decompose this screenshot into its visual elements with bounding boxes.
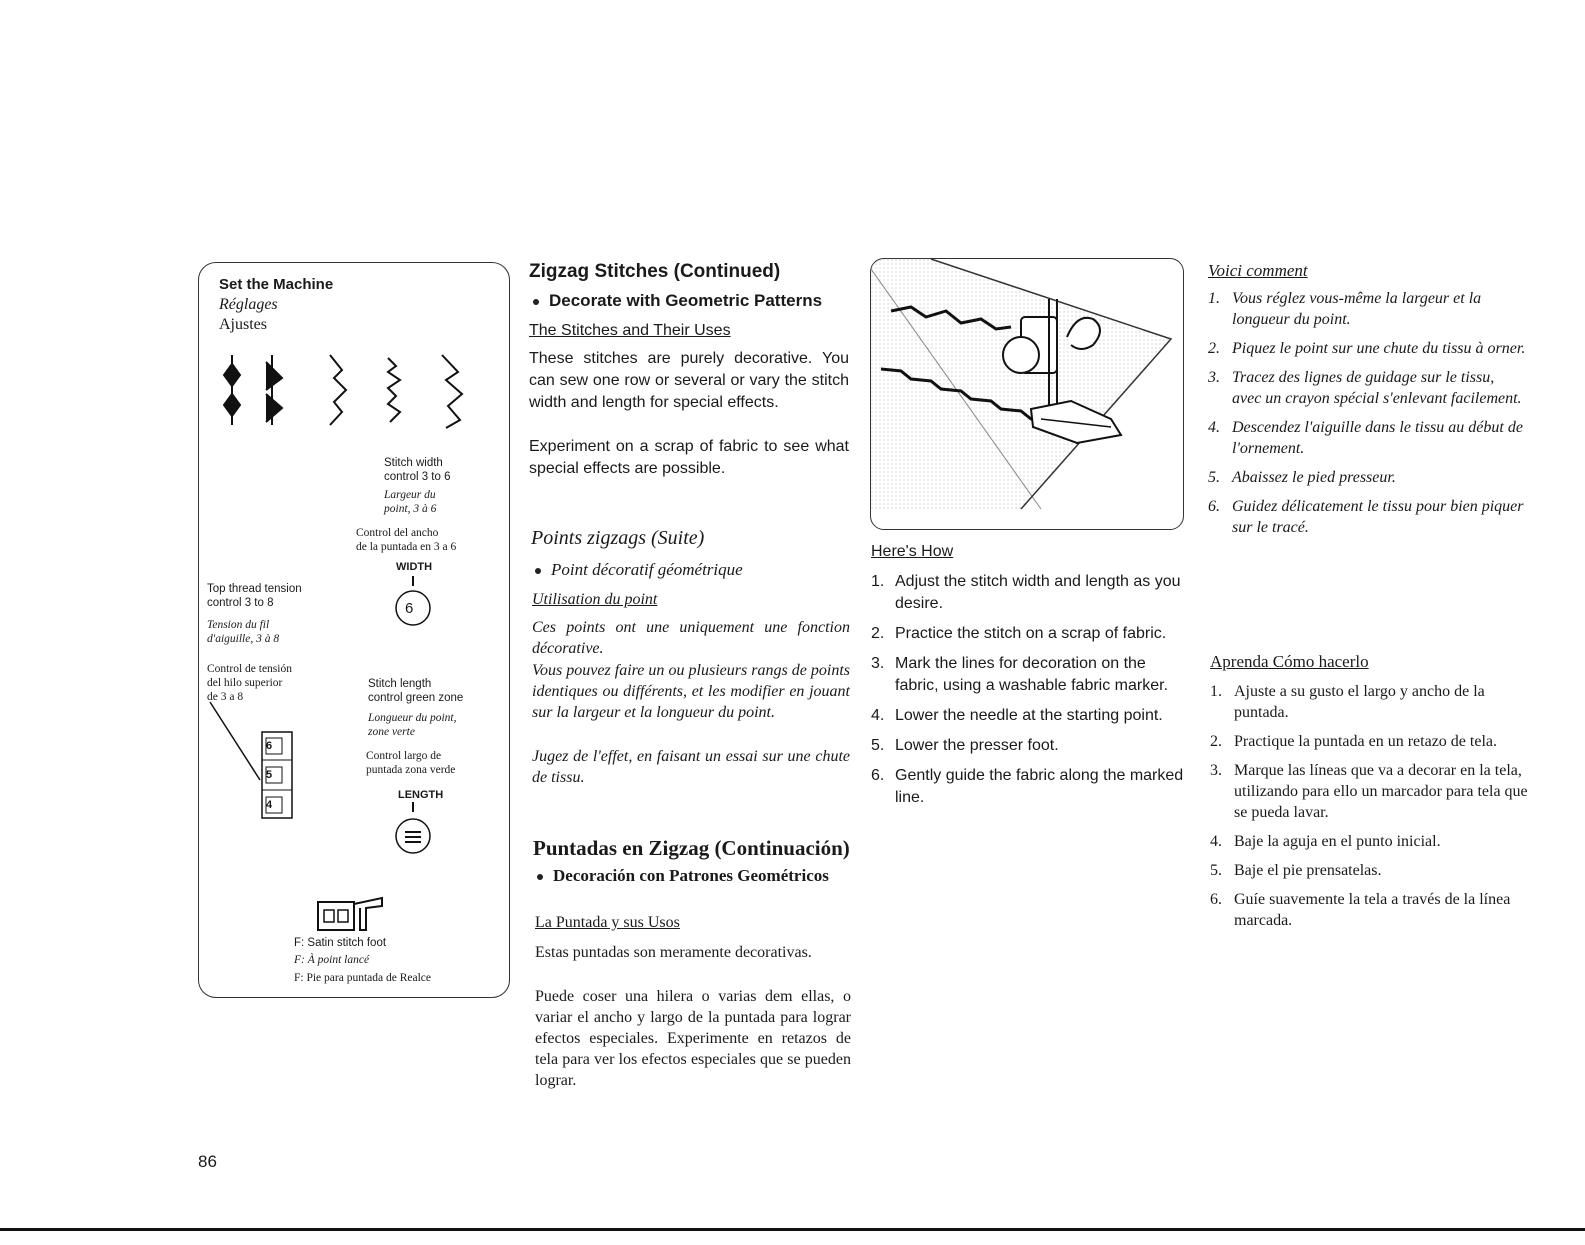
width-en-line2: control 3 to 6: [384, 471, 451, 483]
para1-fr: Ces points ont une uniquement une fonction décorative.: [532, 619, 850, 657]
para1-es: Estas puntadas son meramente decorativas.: [535, 944, 812, 961]
step-es-3: 3. Marque las líneas que va a decorar en la tela, utilizando para ello un marcador para tela que se pueda lavar.: [1210, 762, 1528, 821]
panel-title-es: Ajustes: [219, 316, 267, 333]
subheading-en: [533, 291, 822, 311]
step-en-5: 5. Lower the presser foot.: [871, 737, 1059, 754]
step-fr-1-text: Vous réglez vous-même la largeur et la longueur du point.: [1232, 290, 1482, 328]
step-fr-6-text: Guidez délicatement le tissu pour bien piquer sur le tracé.: [1232, 498, 1524, 536]
tension-control-fr: [207, 618, 279, 646]
tension-control-es: [207, 662, 292, 704]
length-control-en: [368, 677, 463, 705]
subheading-es-text: Decoración con Patrones Geométricos: [553, 866, 829, 885]
presser-foot-illustration-icon: [871, 259, 1184, 530]
heading-es: Puntadas en Zigzag (Continuación): [533, 836, 850, 860]
uses-title-fr: Utilisation du point: [532, 591, 658, 608]
bottom-rule: [0, 1228, 1585, 1231]
step-fr-3: 3. Tracez des lignes de guidage sur le tissu, avec un crayon spécial s'enlevant facilement.: [1208, 369, 1522, 407]
step-en-3: 3. Mark the lines for decoration on the fabric, using a washable fabric marker.: [871, 655, 1169, 694]
length-fr-line2: zone verte: [368, 726, 415, 738]
para1-en: These stitches are purely decorative. You can sew one row or several or vary the stitch width and length for special effects.: [529, 350, 849, 411]
heading-fr: Points zigzags (Suite): [531, 527, 705, 549]
step-es-4: 4. Baje la aguja en el punto inicial.: [1210, 833, 1441, 850]
step-fr-5-text: Abaissez le pied presseur.: [1232, 469, 1396, 486]
step-en-6-text: Gently guide the fabric along the marked line.: [895, 767, 1184, 806]
tension-en-line2: control 3 to 8: [207, 597, 274, 609]
length-control-es: [366, 749, 455, 777]
length-en-line1: Stitch length: [368, 678, 432, 690]
width-fr-line2: point, 3 à 6: [384, 503, 437, 515]
tension-mark-5: 5: [266, 769, 273, 781]
length-es-line1: Control largo de: [366, 750, 442, 762]
step-fr-5: 5. Abaissez le pied presseur.: [1208, 469, 1396, 486]
step-fr-6: 6. Guidez délicatement le tissu pour bien piquer sur le tracé.: [1208, 498, 1524, 536]
step-es-1-text: Ajuste a su gusto el largo y ancho de la puntada.: [1234, 683, 1485, 721]
para2-es: Puede coser una hilera o varias dem ellas, o variar el ancho y largo de la puntada para lograr efectos especiales. Experimente en retazos de tela para ver los efectos especiales que se pueden lograr.: [535, 988, 851, 1089]
subheading-fr: [535, 560, 743, 580]
foot-fr: F: À point lancé: [294, 954, 370, 966]
step-es-1: 1. Ajuste a su gusto el largo y ancho de la puntada.: [1210, 683, 1485, 721]
tension-mark-6: 6: [266, 740, 273, 752]
heading-en: Zigzag Stitches (Continued): [529, 261, 781, 282]
step-en-4-text: Lower the needle at the starting point.: [895, 707, 1163, 724]
tension-es-line2: del hilo superior: [207, 677, 283, 689]
step-fr-4: 4. Descendez l'aiguille dans le tissu au début de l'ornement.: [1208, 419, 1523, 457]
width-control-en: [384, 456, 450, 484]
step-es-6: 6. Guíe suavemente la tela a través de la línea marcada.: [1210, 891, 1511, 929]
tension-mark-4: 4: [266, 799, 273, 811]
para2-fr: Vous pouvez faire un ou plusieurs rangs de points identiques ou différents, et les modifier en jouant sur la largeur et la longueur du point.: [532, 662, 850, 721]
subheading-fr-text: Point décoratif géométrique: [551, 560, 743, 579]
foot-en: F: Satin stitch foot: [294, 937, 387, 949]
uses-title-en: The Stitches and Their Uses: [529, 322, 731, 339]
subheading-es: [537, 866, 837, 886]
panel-title-fr: Réglages: [219, 296, 278, 313]
how-steps-fr: [1208, 288, 1526, 546]
width-control-es: [356, 526, 456, 554]
step-en-3-text: Mark the lines for decoration on the fabric, using a washable fabric marker.: [895, 655, 1169, 694]
how-steps-es: [1210, 681, 1528, 939]
bullet-dot-icon: [533, 299, 539, 305]
para3-fr: Jugez de l'effet, en faisant un essai sur une chute de tissu.: [532, 748, 850, 786]
step-fr-2-text: Piquez le point sur une chute du tissu à orner.: [1232, 340, 1526, 357]
uses-title-es: La Puntada y sus Usos: [535, 914, 680, 931]
tension-es-line3: de 3 a 8: [207, 691, 244, 703]
step-es-5-text: Baje el pie prensatelas.: [1234, 862, 1382, 879]
width-label: WIDTH: [396, 561, 433, 573]
step-en-2: 2. Practice the stitch on a scrap of fabric.: [871, 625, 1167, 642]
how-title-en: Here's How: [871, 543, 954, 560]
width-dial-icon: [392, 576, 436, 628]
width-dial-value: 6: [405, 600, 414, 617]
tension-es-line1: Control de tensión: [207, 663, 292, 675]
satin-stitch-foot-icon: [316, 894, 388, 934]
width-fr-line1: Largeur du: [384, 489, 436, 501]
step-es-3-text: Marque las líneas que va a decorar en la tela, utilizando para ello un marcador para tela que se pueda lavar.: [1234, 762, 1528, 821]
how-title-fr: Voici comment: [1208, 261, 1308, 280]
how-title-es: Aprenda Cómo hacerlo: [1210, 652, 1369, 671]
step-en-6: 6. Gently guide the fabric along the marked line.: [871, 767, 1184, 806]
foot-es: F: Pie para puntada de Realce: [294, 972, 431, 984]
step-es-2: 2. Practique la puntada en un retazo de tela.: [1210, 733, 1497, 750]
para2-en: Experiment on a scrap of fabric to see what special effects are possible.: [529, 438, 849, 477]
tension-control-en: [207, 582, 302, 610]
step-fr-1: 1. Vous réglez vous-même la largeur et la longueur du point.: [1208, 290, 1482, 328]
tension-fr-line2: d'aiguille, 3 à 8: [207, 633, 280, 645]
step-fr-3-text: Tracez des lignes de guidage sur le tissu, avec un crayon spécial s'enlevant facilement.: [1232, 369, 1522, 407]
subheading-en-text: Decorate with Geometric Patterns: [549, 291, 823, 310]
step-en-4: 4. Lower the needle at the starting point.: [871, 707, 1163, 724]
length-es-line2: puntada zona verde: [366, 764, 456, 776]
tension-dial-icon: [206, 700, 296, 820]
step-en-1: 1. Adjust the stitch width and length as you desire.: [871, 573, 1181, 612]
length-fr-line1: Longueur du point,: [368, 712, 457, 724]
step-es-5: 5. Baje el pie prensatelas.: [1210, 862, 1382, 879]
tension-fr-line1: Tension du fil: [207, 619, 270, 631]
step-en-1-text: Adjust the stitch width and length as you desire.: [895, 573, 1181, 612]
page-number: 86: [198, 1152, 217, 1171]
step-es-4-text: Baje la aguja en el punto inicial.: [1234, 833, 1441, 850]
length-dial-icon: [392, 802, 436, 858]
length-label: LENGTH: [398, 789, 444, 801]
width-control-fr: [384, 488, 436, 516]
width-es-line1: Control del ancho: [356, 527, 439, 539]
step-fr-2: 2. Piquez le point sur une chute du tissu à orner.: [1208, 340, 1526, 357]
bullet-dot-icon: [537, 874, 543, 880]
how-steps-en: [871, 571, 1189, 817]
sewing-illustration: [870, 258, 1184, 530]
tension-en-line1: Top thread tension: [207, 583, 302, 595]
step-es-2-text: Practique la puntada en un retazo de tela.: [1234, 733, 1497, 750]
step-es-6-text: Guíe suavemente la tela a través de la línea marcada.: [1234, 891, 1511, 929]
panel-title-en: Set the Machine: [219, 276, 334, 293]
length-en-line2: control green zone: [368, 692, 464, 704]
width-en-line1: Stitch width: [384, 457, 443, 469]
step-en-2-text: Practice the stitch on a scrap of fabric.: [895, 625, 1167, 642]
bullet-dot-icon: [535, 568, 541, 574]
step-fr-4-text: Descendez l'aiguille dans le tissu au début de l'ornement.: [1232, 419, 1523, 457]
width-es-line2: de la puntada en 3 a 6: [356, 541, 457, 553]
length-control-fr: [368, 711, 457, 739]
geometric-stitch-patterns-icon: [210, 350, 480, 430]
step-en-5-text: Lower the presser foot.: [895, 737, 1059, 754]
